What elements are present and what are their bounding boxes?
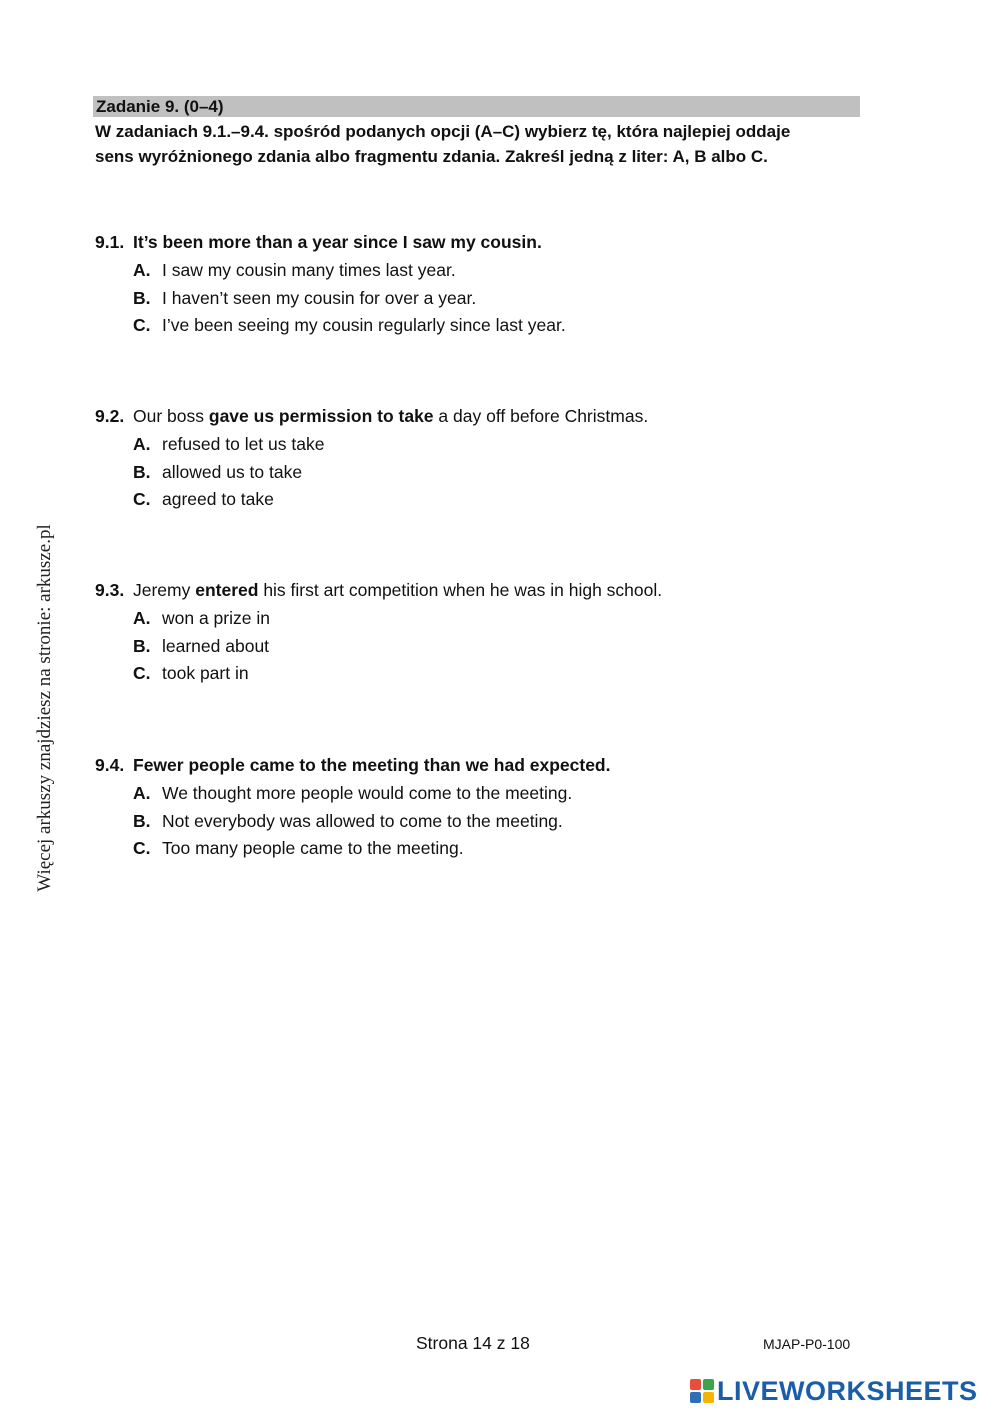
options-list bbox=[95, 257, 895, 340]
option-a[interactable] bbox=[133, 431, 895, 459]
options-list bbox=[95, 431, 895, 514]
options-list bbox=[95, 605, 895, 688]
question-number: 9.4. bbox=[95, 755, 125, 775]
question-number: 9.1. bbox=[95, 232, 125, 252]
option-letter: A. bbox=[133, 434, 151, 454]
page-number: Strona 14 z 18 bbox=[416, 1333, 530, 1353]
option-text: I’ve been seeing my cousin regularly since last year. bbox=[162, 315, 566, 335]
question-text: Fewer people came to the meeting than we had expected. bbox=[133, 755, 611, 775]
stem-post: his first art competition when he was in high school. bbox=[258, 580, 663, 600]
question-stem bbox=[95, 404, 895, 431]
brand-footer[interactable] bbox=[690, 1376, 978, 1406]
question-9-4 bbox=[95, 753, 895, 863]
option-text: learned about bbox=[162, 635, 270, 656]
option-c[interactable] bbox=[133, 312, 895, 340]
option-letter: C. bbox=[133, 489, 151, 509]
option-text: took part in bbox=[162, 663, 249, 683]
question-text bbox=[133, 406, 648, 426]
option-text: Not everybody was allowed to come to the meeting. bbox=[162, 810, 563, 831]
instructions-line-2: sens wyróżnionego zdania albo fragmentu zdania. Zakreśl jedną z liter: A, B albo C. bbox=[95, 147, 768, 166]
question-stem bbox=[95, 230, 895, 257]
option-a[interactable] bbox=[133, 605, 895, 633]
stem-highlight: entered bbox=[195, 580, 259, 600]
instructions-line-1: W zadaniach 9.1.–9.4. spośród podanych opcji (A–C) wybierz tę, która najlepiej oddaje bbox=[95, 122, 791, 141]
liveworksheets-logo-icon bbox=[690, 1379, 714, 1403]
option-a[interactable] bbox=[133, 257, 895, 285]
instructions bbox=[95, 119, 865, 169]
option-letter: C. bbox=[133, 663, 151, 683]
option-letter: C. bbox=[133, 315, 151, 335]
question-9-3 bbox=[95, 578, 895, 688]
question-text bbox=[133, 580, 662, 600]
option-letter: B. bbox=[133, 635, 151, 656]
question-stem bbox=[95, 578, 895, 605]
logo-square-green bbox=[703, 1379, 714, 1390]
option-a[interactable] bbox=[133, 780, 895, 808]
option-letter: B. bbox=[133, 810, 151, 831]
option-b[interactable] bbox=[133, 459, 895, 487]
option-text: allowed us to take bbox=[162, 461, 303, 482]
options-list bbox=[95, 780, 895, 863]
question-number: 9.2. bbox=[95, 406, 125, 426]
logo-square-yellow bbox=[703, 1392, 714, 1403]
brand-name: LIVEWORKSHEETS bbox=[717, 1375, 978, 1406]
option-letter: B. bbox=[133, 287, 151, 308]
option-letter: A. bbox=[133, 608, 151, 628]
question-9-1 bbox=[95, 230, 895, 340]
option-c[interactable] bbox=[133, 660, 895, 688]
option-b[interactable] bbox=[133, 633, 895, 661]
option-c[interactable] bbox=[133, 835, 895, 863]
task-header: Zadanie 9. (0–4) bbox=[93, 96, 860, 117]
exam-code: MJAP-P0-100 bbox=[763, 1336, 851, 1352]
question-text: It’s been more than a year since I saw my cousin. bbox=[133, 232, 542, 252]
option-letter: C. bbox=[133, 838, 151, 858]
option-b[interactable] bbox=[133, 285, 895, 313]
logo-square-blue bbox=[690, 1392, 701, 1403]
stem-highlight: gave us permission to take bbox=[208, 406, 434, 426]
stem-post: a day off before Christmas. bbox=[433, 406, 649, 426]
option-text: Too many people came to the meeting. bbox=[162, 838, 464, 858]
question-9-2 bbox=[95, 404, 895, 514]
option-c[interactable] bbox=[133, 486, 895, 514]
option-text: We thought more people would come to the meeting. bbox=[162, 783, 573, 803]
stem-pre: Jeremy bbox=[133, 580, 196, 600]
logo-square-red bbox=[690, 1379, 701, 1390]
option-text: I haven’t seen my cousin for over a year. bbox=[162, 287, 477, 308]
stem-pre: Our boss bbox=[133, 406, 209, 426]
question-number: 9.3. bbox=[95, 580, 125, 600]
option-text: agreed to take bbox=[162, 489, 274, 509]
question-stem bbox=[95, 753, 895, 780]
option-letter: A. bbox=[133, 260, 151, 280]
option-text: won a prize in bbox=[162, 608, 270, 628]
option-letter: B. bbox=[133, 461, 151, 482]
option-b[interactable] bbox=[133, 808, 895, 836]
side-watermark-text: Więcej arkuszy znajdziesz na stronie: arkusze.pl bbox=[34, 524, 55, 892]
option-text: I saw my cousin many times last year. bbox=[162, 260, 456, 280]
option-text: refused to let us take bbox=[162, 434, 325, 454]
option-letter: A. bbox=[133, 783, 151, 803]
